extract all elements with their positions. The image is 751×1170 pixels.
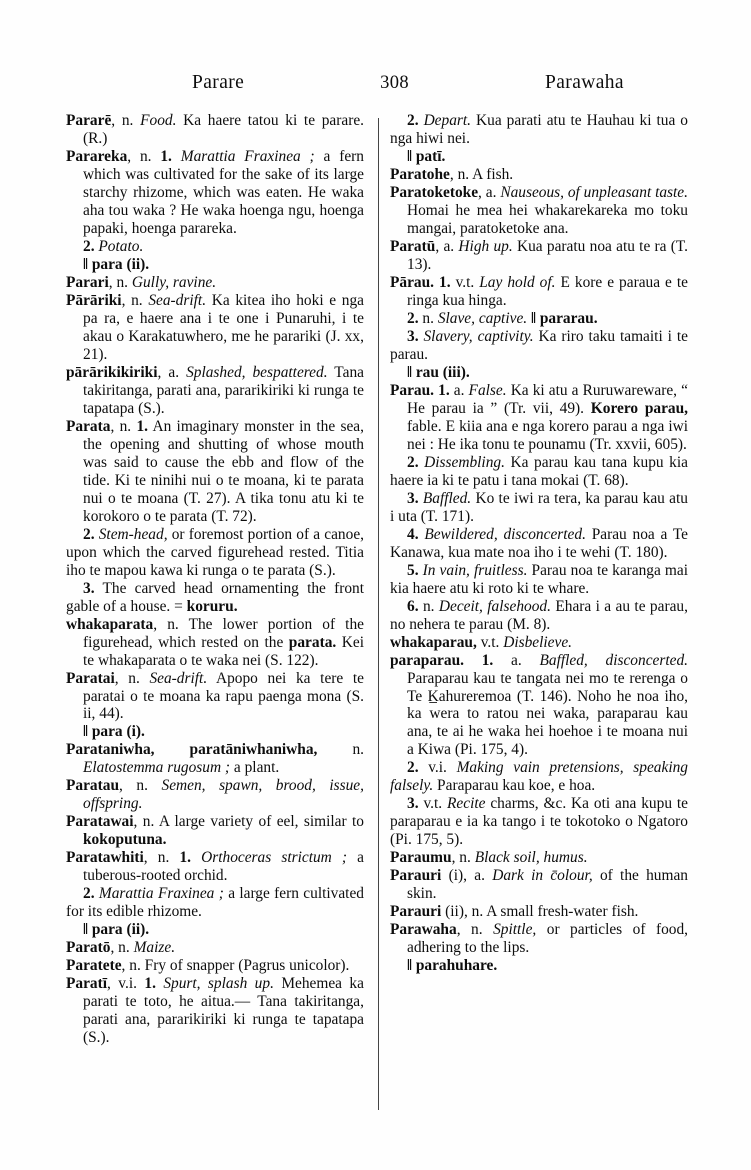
entry-grammar: n. bbox=[142, 813, 155, 831]
entry-headword: Paraumu bbox=[390, 849, 452, 867]
sense-gloss: Making vain pretensions, speaking falsely. bbox=[390, 759, 688, 795]
entry-qualifier: (i), bbox=[448, 867, 467, 885]
entry-headword: Paratau bbox=[66, 777, 120, 795]
sense-gloss: Stem-head, bbox=[98, 525, 168, 543]
entry-grammar: n. bbox=[121, 112, 134, 129]
sense bbox=[66, 238, 364, 256]
sense-number: 2. bbox=[83, 885, 95, 903]
entry-citation: (S.). bbox=[138, 399, 165, 417]
sense-gloss: In vain, fruitless. bbox=[422, 561, 528, 579]
dictionary-entry bbox=[66, 616, 364, 670]
dictionary-entry bbox=[66, 292, 364, 364]
entry-text: Kua paratu noa atu te ra (T. 13). bbox=[407, 237, 689, 273]
entry-headword-comma: , bbox=[451, 849, 456, 867]
sense-number: 5. bbox=[407, 561, 419, 579]
sense-text: a fern which was cultivated for the sake of its large starchy rhizome, which was eaten. He waka aha tou waka ? He waka hoenga ngu, hoenga papaki, hoenga parareka. bbox=[83, 147, 364, 237]
entry-headword-comma: , bbox=[114, 669, 119, 687]
dictionary-entry bbox=[66, 939, 364, 957]
sense-text: Parau noa te karanga mai kia haere atu ki roto ki te whare. bbox=[390, 561, 688, 597]
sense-number: 1. bbox=[144, 975, 156, 993]
entry-headword-comma: , bbox=[133, 813, 138, 831]
sense-number: 1. bbox=[179, 849, 191, 867]
dictionary-entry bbox=[66, 364, 364, 418]
entry-headword: Parauri bbox=[390, 867, 442, 885]
entry-grammar: n. bbox=[129, 957, 141, 975]
entry-grammar: n. bbox=[157, 849, 170, 867]
sense-text: Paraparau kau te tangata nei mo te rerenga o Te K̲ahureremoa (T. 146). Noho he noa iho, ka wera to ratou nei waka, paraparau kau ana, te ai he waka hei hoehoe i te moana nui a Kiwa (Pi. 175, 4). bbox=[407, 669, 688, 759]
dictionary-entry bbox=[66, 112, 364, 148]
entry-grammar: n. bbox=[116, 273, 128, 291]
entry-grammar: a. bbox=[474, 867, 485, 885]
entry-headword: Pārau. bbox=[390, 273, 435, 291]
entry-headword: Paratai bbox=[66, 669, 115, 687]
sense-gloss: Dissembling. bbox=[424, 453, 505, 471]
entry-text: Apopo nei ka tere te paratai o te moana ka rapu paenga mona (S. ii, 44). bbox=[83, 669, 364, 723]
entry-headword: Paratete bbox=[66, 957, 122, 975]
entry-headword: Pārāriki bbox=[66, 291, 122, 309]
dictionary-entry bbox=[66, 670, 364, 724]
entry-headword-comma: , bbox=[107, 975, 111, 993]
sense-text: Ka riro taku tamaiti i te parau. bbox=[390, 327, 688, 363]
entry-grammar: n. bbox=[457, 165, 470, 183]
entry-gloss: Elatostemma rugosum ; bbox=[83, 759, 231, 777]
sense-text: or foremost portion of a canoe, upon which the carved figurehead rested. Titia iho te mapou kawa ki runga o te parata (S.). bbox=[66, 525, 364, 579]
sense bbox=[66, 526, 364, 580]
entry-grammar: n. bbox=[136, 777, 148, 795]
entry-headword: Parataniwha, paratāniwhaniwha, bbox=[66, 741, 318, 759]
page-number: 308 bbox=[380, 73, 410, 93]
sense-grammar: v.t. bbox=[455, 273, 475, 291]
sense-text: Ka ki atu a Ruruwareware, “ He parau ia ” (Tr. vii, 49). Korero parau, fable. E kiia ana e nga korero parau a nga iwi nei : He ika tonu te pounamu (Tr. xxvii, 605). bbox=[407, 381, 689, 453]
entry-grammar: n. bbox=[131, 291, 143, 309]
entry-headword: whakaparata bbox=[66, 615, 154, 633]
sense-text: a large fern cultivated for its edible rhizome. bbox=[66, 885, 364, 921]
text-columns bbox=[66, 112, 688, 1122]
entry-headword-comma: , bbox=[110, 417, 115, 435]
entry-headword: Paratawhiti bbox=[66, 849, 144, 867]
dictionary-entry bbox=[390, 849, 688, 867]
cross-reference: ‖ para (ii). bbox=[83, 921, 150, 939]
entry-headword: Paratī bbox=[66, 975, 108, 993]
entry-headword-comma: , bbox=[456, 921, 461, 939]
sense-gloss: Marattia Fraxinea ; bbox=[180, 147, 315, 165]
entry-headword: Paratohe bbox=[390, 165, 450, 183]
sense-gloss: Baffled. bbox=[422, 489, 472, 507]
entry-headword-comma: , bbox=[121, 291, 126, 309]
entry-grammar: n. bbox=[119, 417, 132, 435]
entry-grammar: a. bbox=[443, 237, 455, 255]
sense bbox=[390, 795, 688, 849]
sense-number: 1. bbox=[438, 381, 450, 399]
sense-text: Ko te iwi ra tera, ka parau kau atu i uta (T. 171). bbox=[390, 489, 688, 525]
dictionary-entry bbox=[390, 652, 688, 760]
cross-reference-line bbox=[390, 957, 688, 975]
dictionary-entry bbox=[390, 921, 688, 957]
entry-grammar: n. bbox=[471, 903, 484, 921]
entry-headword: Parari bbox=[66, 273, 109, 291]
entry-gloss: Splashed, bespattered. bbox=[186, 363, 328, 381]
sense-text: Ehara i a au te parau, no nehera te parau (M. 8). bbox=[390, 597, 688, 633]
sense-text: Mehemea ka parati te toto, he aitua.— Tana takiritanga, parati ana, pararikiriki ki runga te tapatapa (S.). bbox=[83, 975, 364, 1047]
entry-headword-comma: , bbox=[121, 957, 126, 975]
sense-grammar: a. bbox=[511, 651, 522, 669]
dictionary-entry bbox=[66, 975, 364, 1047]
sense-number: 6. bbox=[407, 597, 419, 615]
entry-headword: Pararē bbox=[66, 112, 112, 129]
entry-gloss: High up. bbox=[458, 237, 513, 255]
sense-number: 2. bbox=[407, 309, 419, 327]
entry-gloss: Sea-drift. bbox=[149, 669, 208, 687]
entry-headword-comma: , bbox=[108, 273, 113, 291]
entry-gloss: Semen, spawn, brood, issue, offspring. bbox=[83, 777, 364, 813]
sense-number: 1. bbox=[160, 147, 172, 165]
inline-bold-term: Korero parau, bbox=[590, 399, 689, 417]
sense-text: E kore e paraua e te ringa kua hinga. bbox=[407, 273, 688, 309]
sense-number: 3. bbox=[407, 489, 419, 507]
entry-text: a plant. bbox=[233, 759, 280, 777]
entry-headword: Paratawai bbox=[66, 813, 134, 831]
sense bbox=[66, 580, 364, 616]
dictionary-entry bbox=[66, 849, 364, 885]
cross-reference-line bbox=[66, 921, 364, 939]
sense-number: 2. bbox=[407, 112, 419, 129]
entry-grammar: v.i. bbox=[118, 975, 137, 993]
right-column bbox=[390, 112, 688, 1122]
sense-text: Paraparau kau koe, e hoa. bbox=[437, 777, 596, 795]
left-column bbox=[66, 112, 364, 1122]
sense-gloss: Depart. bbox=[423, 112, 472, 129]
sense-text: charms, &c. Ka oti ana kupu te paraparau e ia ka tango i te tokotoko o Ngatoro (Pi. 175, 5). bbox=[390, 795, 688, 849]
sense-gloss: Bewildered, disconcerted. bbox=[424, 525, 586, 543]
sense bbox=[390, 112, 688, 148]
dictionary-entry bbox=[390, 634, 688, 652]
entry-headword-comma: , bbox=[435, 237, 440, 255]
sense-number: 2. bbox=[407, 453, 419, 471]
dictionary-entry bbox=[66, 274, 364, 292]
entry-gloss: Disbelieve. bbox=[503, 633, 573, 651]
entry-citation: (J. xx, 21). bbox=[83, 327, 364, 363]
sense bbox=[390, 526, 688, 562]
sense-grammar: v.t. bbox=[423, 795, 443, 813]
cross-reference: ‖ pararau. bbox=[530, 309, 598, 327]
sense bbox=[66, 885, 364, 921]
sense-text: a tuberous-rooted orchid. bbox=[83, 849, 364, 885]
sense bbox=[390, 490, 688, 526]
entry-headword: paraparau. bbox=[390, 651, 464, 669]
sense bbox=[390, 310, 688, 328]
entry-text: A large variety of eel, similar to kokoputuna. bbox=[83, 813, 364, 849]
entry-grammar: n. bbox=[459, 849, 471, 867]
entry-headword: Parau. bbox=[390, 381, 435, 399]
running-head bbox=[66, 72, 686, 98]
sense bbox=[390, 598, 688, 634]
cross-reference-line bbox=[390, 364, 688, 382]
sense-number: 2. bbox=[83, 525, 95, 543]
entry-grammar: n. bbox=[128, 669, 140, 687]
entry-headword-comma: , bbox=[143, 849, 148, 867]
dictionary-entry bbox=[390, 274, 688, 310]
entry-citation: (R.) bbox=[83, 129, 108, 147]
entry-gloss: Dark in c̄olour, bbox=[492, 867, 593, 885]
entry-headword: Paratū bbox=[390, 237, 436, 255]
entry-grammar: n. bbox=[118, 939, 130, 957]
entry-headword-comma: , bbox=[111, 112, 116, 129]
sense-number: 3. bbox=[407, 327, 419, 345]
sense-grammar: n. bbox=[422, 309, 434, 327]
sense-number: 1. bbox=[481, 651, 494, 669]
dictionary-entry bbox=[390, 903, 688, 921]
cross-reference-line bbox=[66, 256, 364, 274]
entry-grammar: n. bbox=[471, 921, 483, 939]
sense-gloss: Slavery, captivity. bbox=[423, 327, 534, 345]
entry-headword: Paratō bbox=[66, 939, 111, 957]
entry-headword-comma: , bbox=[110, 939, 115, 957]
sense-grammar: a. bbox=[453, 381, 465, 399]
dictionary-entry bbox=[66, 148, 364, 238]
inline-bold-term: koruru. bbox=[186, 597, 238, 615]
entry-gloss: Spittle, bbox=[493, 921, 537, 939]
sense-gloss: Lay hold of. bbox=[479, 273, 556, 291]
sense-number: 3. bbox=[83, 579, 95, 597]
entry-headword-comma: , bbox=[153, 615, 158, 633]
entry-text: Fry of snapper (Pagrus unicolor). bbox=[144, 957, 350, 975]
entry-headword: Paratoketoke bbox=[390, 183, 479, 201]
entry-qualifier: (ii), bbox=[445, 903, 468, 921]
sense-gloss: Marattia Fraxinea ; bbox=[98, 885, 224, 903]
dictionary-entry bbox=[66, 813, 364, 849]
sense bbox=[390, 328, 688, 364]
sense-text: Parau noa a Te Kanawa, kua mate noa iho i te wehi (T. 180). bbox=[390, 525, 688, 561]
entry-grammar: a. bbox=[168, 363, 180, 381]
sense bbox=[390, 454, 688, 490]
entry-headword-comma: , bbox=[127, 147, 132, 165]
entry-text: or particles of food, adhering to the lips. bbox=[407, 921, 688, 957]
entry-grammar: n. bbox=[167, 615, 179, 633]
entry-gloss: Maize. bbox=[133, 939, 176, 957]
sense-number: 4. bbox=[407, 525, 419, 543]
dictionary-entry bbox=[66, 741, 364, 777]
sense-gloss: Slave, captive. bbox=[437, 309, 528, 327]
entry-text: of the human skin. bbox=[407, 867, 688, 903]
sense bbox=[390, 759, 688, 795]
entry-gloss: Food. bbox=[140, 112, 177, 129]
sense-number: 2. bbox=[83, 237, 95, 255]
dictionary-entry bbox=[66, 957, 364, 975]
entry-headword-comma: , bbox=[449, 165, 454, 183]
dictionary-entry bbox=[390, 238, 688, 274]
sense bbox=[390, 562, 688, 598]
cross-reference: ‖ parahuhare. bbox=[407, 957, 498, 975]
sense-gloss: Potato. bbox=[98, 237, 144, 255]
sense-gloss: Recite bbox=[447, 795, 486, 813]
entry-grammar: n. bbox=[352, 741, 364, 759]
entry-gloss: Nauseous, of unpleasant taste. bbox=[500, 183, 688, 201]
cross-reference: ‖ patī. bbox=[407, 147, 446, 165]
sense-text: An imaginary monster in the sea, the opening and shutting of whose mouth was said to cause the ebb and flow of the tide. Ki te ninihi nui o te moana, ki te parata nui o te moana (T. 27). A tika tonu atu ki te korokoro o te parata (T. 72). bbox=[83, 417, 364, 525]
entry-headword: Parauri bbox=[390, 903, 442, 921]
running-head-right: Parawaha bbox=[545, 72, 624, 93]
cross-reference-line bbox=[66, 723, 364, 741]
sense-text: Ka parau kau tana kupu kia haere ia ki te patu i tana mokai (T. 68). bbox=[390, 453, 688, 489]
sense-grammar: n. bbox=[422, 597, 435, 615]
sense-grammar: v.i. bbox=[428, 759, 447, 777]
entry-headword-comma: , bbox=[157, 363, 162, 381]
entry-headword: Parawaha bbox=[390, 921, 457, 939]
sense-gloss: False. bbox=[468, 381, 507, 399]
sense-text: The carved head ornamenting the front gable of a house. = koruru. bbox=[66, 579, 364, 615]
sense-number: 3. bbox=[407, 795, 419, 813]
sense-gloss: Deceit, falsehood. bbox=[438, 597, 551, 615]
dictionary-entry bbox=[390, 184, 688, 238]
running-head-left: Parare bbox=[192, 72, 245, 93]
entry-text: A fish. bbox=[472, 165, 514, 183]
dictionary-entry bbox=[390, 867, 688, 903]
sense-gloss: Orthoceras strictum ; bbox=[201, 849, 348, 867]
entry-headword: Parareka bbox=[66, 147, 128, 165]
entry-headword: Parata bbox=[66, 417, 111, 435]
cross-reference: ‖ para (i). bbox=[83, 723, 145, 741]
inline-bold-term: kokoputuna. bbox=[83, 831, 167, 849]
sense-gloss: Spurt, splash up. bbox=[163, 975, 274, 993]
entry-grammar: a. bbox=[485, 183, 497, 201]
sense-number: 2. bbox=[407, 759, 419, 777]
entry-example: Ka haere tatou ki te parare. bbox=[183, 112, 365, 129]
sense-text: Kua parati atu te Hauhau ki tua o nga hiwi nei. bbox=[390, 112, 688, 147]
inline-bold-term: parata. bbox=[288, 633, 337, 651]
entry-grammar: n. bbox=[139, 147, 152, 165]
entry-text: Homai he mea hei whakarekareka mo toku mangai, paratoketoke ana. bbox=[407, 201, 688, 237]
entry-headword-comma: , bbox=[119, 777, 123, 795]
dictionary-entry bbox=[390, 166, 688, 184]
entry-text: The lower portion of the figurehead, which rested on the parata. Kei te whakaparata o te waka nei (S. 122). bbox=[83, 615, 364, 669]
entry-grammar: v.t. bbox=[480, 633, 500, 651]
entry-text: Ka kitea iho hoki e nga pa ra, e haere ana i te one i Punaruhi, i te akau o Karakatuwhero, me he parariki bbox=[83, 291, 364, 345]
sense-number: 1. bbox=[136, 417, 148, 435]
dictionary-entry bbox=[66, 777, 364, 813]
dictionary-entry bbox=[390, 382, 688, 454]
cross-reference: ‖ rau (iii). bbox=[407, 363, 470, 381]
entry-gloss: Gully, ravine. bbox=[131, 273, 217, 291]
entry-headword-comma: , bbox=[478, 183, 482, 201]
entry-text: A small fresh-water fish. bbox=[486, 903, 639, 921]
sense-gloss: Baffled, disconcerted. bbox=[539, 651, 688, 669]
cross-reference-line bbox=[390, 148, 688, 166]
entry-gloss: Sea-drift. bbox=[148, 291, 207, 309]
entry-gloss: Black soil, humus. bbox=[474, 849, 588, 867]
cross-reference: ‖ para (ii). bbox=[83, 255, 150, 273]
entry-headword: whakaparau, bbox=[390, 633, 477, 651]
sense-number: 1. bbox=[439, 273, 451, 291]
entry-text: Tana takiritanga, parati ana, pararikiriki ki runga te tapatapa bbox=[83, 363, 364, 417]
entry-headword: pārārikikiriki bbox=[66, 363, 158, 381]
dictionary-entry bbox=[66, 418, 364, 526]
